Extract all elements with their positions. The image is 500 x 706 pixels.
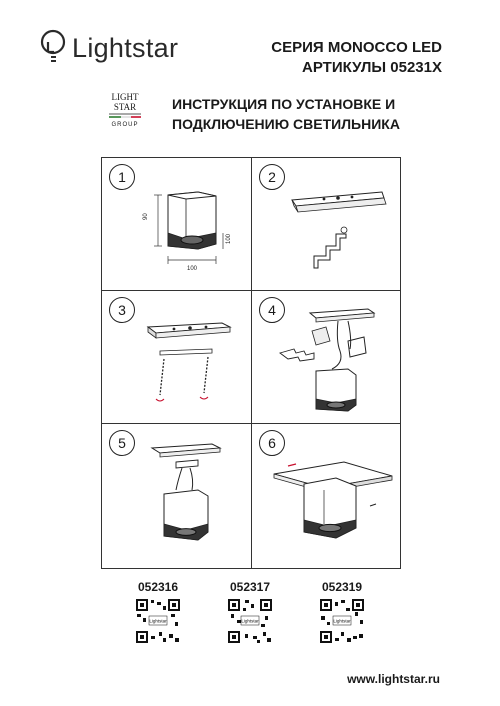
step-panel-5	[101, 423, 252, 569]
series-title: СЕРИЯ MONOCCO LED	[271, 39, 442, 56]
step-panel-2	[251, 157, 401, 291]
step-number: 4	[259, 297, 285, 323]
group-logo-line2: STAR	[113, 102, 137, 112]
instructions-heading	[172, 94, 400, 134]
group-logo-line3: GROUP	[111, 122, 139, 128]
step-panel-1	[101, 157, 252, 291]
luminaire-hanging-drawing	[102, 424, 252, 569]
wire-connection-drawing	[252, 291, 401, 424]
instructions-line2: ПОДКЛЮЧЕНИЮ СВЕТИЛЬНИКА	[172, 116, 400, 132]
step-panel-4	[251, 290, 401, 424]
step-number: 6	[259, 430, 285, 456]
article-code-2: 052317	[229, 580, 271, 594]
article-code-3: 052319	[321, 580, 363, 594]
qr-code-052319[interactable]	[319, 598, 365, 644]
step-number: 1	[109, 164, 135, 190]
screw-fixing-drawing	[102, 291, 252, 424]
series-block	[230, 38, 442, 78]
step-panel-6	[251, 423, 401, 569]
qr-label: Lightstar	[333, 618, 351, 624]
step-panel-3	[101, 290, 252, 424]
brand-name: Lightstar	[72, 32, 179, 63]
article-code-1: 052316	[137, 580, 179, 594]
lightbulb-icon	[40, 28, 68, 68]
installed-luminaire-drawing	[252, 424, 401, 569]
articles-title: АРТИКУЛЫ 05231X	[302, 59, 442, 76]
dimension-height-label: 90	[143, 213, 149, 220]
step-number: 3	[109, 297, 135, 323]
brand-logo	[40, 28, 178, 68]
steps-grid	[101, 157, 401, 569]
dimension-width-label: 100	[186, 266, 198, 272]
group-logo	[105, 90, 145, 134]
mounting-plate-drawing	[252, 158, 401, 291]
step-number: 5	[109, 430, 135, 456]
step-number: 2	[259, 164, 285, 190]
qr-code-052316[interactable]	[135, 598, 181, 644]
luminaire-dimensions-drawing	[102, 158, 252, 291]
website-link[interactable]: www.lightstar.ru	[347, 672, 440, 686]
dimension-depth-label: 100	[226, 233, 232, 244]
group-logo-line1: LIGHT	[111, 92, 139, 102]
qr-label: Lightstar	[149, 618, 167, 624]
qr-label: Lightstar	[241, 618, 259, 624]
instructions-line1: ИНСТРУКЦИЯ ПО УСТАНОВКЕ И	[172, 96, 396, 112]
qr-code-052317[interactable]	[227, 598, 273, 644]
